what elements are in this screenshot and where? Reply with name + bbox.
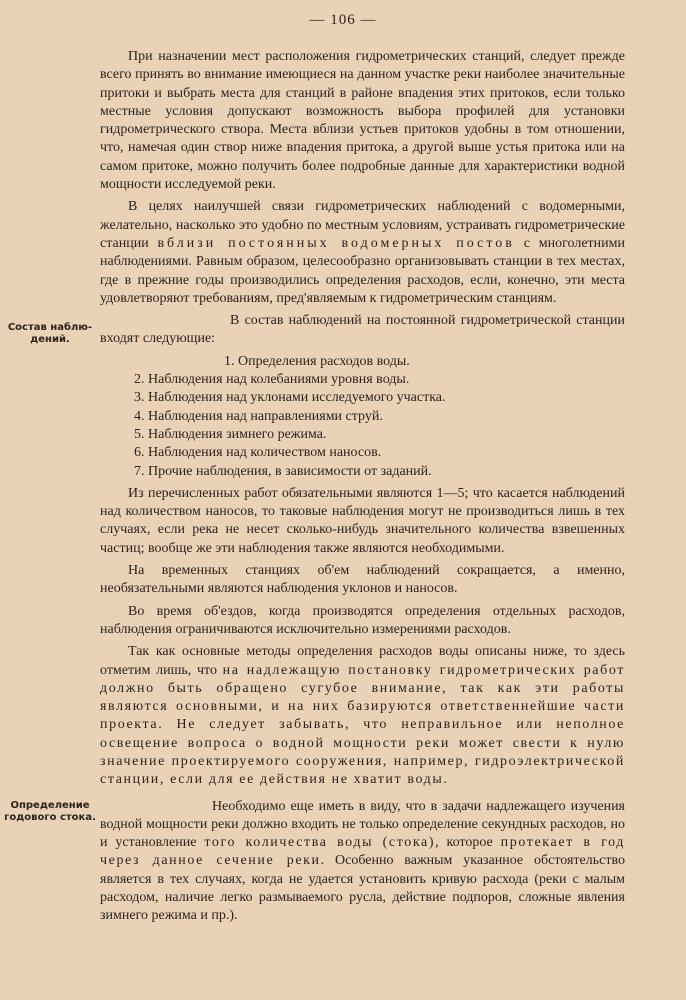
side-heading-observations	[0, 322, 100, 346]
side-heading-line: дений.	[30, 334, 70, 346]
list-item: 3. Наблюдения над уклонами исследуемого участка.	[134, 390, 446, 406]
list-item: 7. Прочие наблюдения, в зависимости от заданий.	[134, 463, 432, 479]
paragraph-importance	[100, 643, 625, 789]
page-number: — 106 —	[309, 12, 377, 28]
emphasized-text: того количества воды (стока)	[204, 835, 436, 851]
text-run: Необходимо еще иметь в виду, что в задачи надлежащего изучения водной мощности реки должно входить не только определение секундных расходов, но и установление	[100, 798, 625, 851]
side-heading-line: годового стока.	[4, 811, 96, 823]
body-text	[4, 48, 626, 930]
list-item: 6. Наблюдения над количеством наносов.	[134, 445, 382, 461]
text-run: В целях наилучшей связи гидрометрических наблюдений с водомерными, желательно, насколько это удобно по местным условиям, устраивать гидрометрические станции	[100, 199, 625, 251]
emphasized-text: протекает в год через данное сечение реки	[100, 835, 625, 869]
list-item: 4. Наблюдения над направлениями струй.	[134, 408, 383, 424]
paragraph-observations-intro: В состав наблюдений на постоянной гидрометрической станции входят следующие:	[100, 313, 625, 347]
text-run: Так как основные методы определения расходов воды описаны ниже, то здесь отметим лишь, что	[100, 644, 625, 678]
paragraph-annual-flow	[100, 798, 625, 926]
observations-list	[100, 353, 625, 481]
text-run: , которое	[435, 835, 501, 851]
list-item: 5. Наблюдения зимнего режима.	[134, 426, 327, 442]
side-heading-line: Определение	[10, 799, 90, 811]
section-observations	[7, 312, 625, 481]
paragraph-station-connection	[100, 198, 625, 308]
side-heading-line: Состав наблю-	[7, 322, 93, 334]
paragraph-tours: Во время об'ездов, когда производятся определения отдельных расходов, наблюдения ограничиваются исключительно измерениями расходов.	[100, 603, 625, 637]
paragraph-temporary-stations: На временных станциях об'ем наблюдений сокращается, а именно, необязательными являются наблюдения уклонов и наносов.	[100, 563, 625, 597]
list-item: 1. Определения расходов воды.	[224, 353, 410, 369]
section-annual-flow	[4, 798, 625, 926]
emphasized-text: на надлежащую постановку гидрометрических работ должно быть обращено сугубое внимание, так как эти работы являются основными, и на них базируются ответственнейшие части проекта. Не следует забывать, что неправильное или неполное освещение вопроса о водной мощности реки может свести к нулю значение проектируемого сооружения, например, гидроэлектрической станции, если для ее действия не хватит воды.	[100, 662, 625, 788]
paragraph-station-placement: При назначении мест расположения гидрометрических станций, следует прежде всего принять во внимание имеющиеся на данном участке реки наиболее значительные притоки и выбрать места для станций в районе впадения этих притоков, если только местные условия допускают возможность выбора профилей для установки гидрометрического створа. Места вблизи устьев притоков удобны в том отношении, что, намечая один створ ниже впадения притока, а другой выше устья притока или на самом притоке, можно получить более подробные данные для характеристики водной мощности исследуемой реки.	[100, 49, 625, 193]
text-run: . Особенно важным указанное обстоятельство является в тех случаях, когда не удается установить кривую расхода (реки с малым расходом, наличие легко размываемого русла, действие подпоров, сложные явления зимнего режима и пр.).	[100, 853, 625, 924]
emphasized-text: вблизи постоянных водомерных постов	[157, 235, 515, 251]
side-heading-annual-flow	[0, 800, 100, 824]
text-run: с многолетними наблюдениями. Равным образом, целесообразно организовывать станции в тех местах, где в прежние годы производились определения расходов, если, конечно, эти места удовлетворяют требованиям, пред'являемым к гидрометрическим станциям.	[100, 235, 626, 306]
list-item: 2. Наблюдения над колебаниями уровня воды.	[134, 372, 410, 388]
paragraph-mandatory-works: Из перечисленных работ обязательными являются 1—5; что касается наблюдений над количеством наносов, то таковые наблюдения могут не производиться лишь в тех случаях, если река не несет сколько-нибудь значительного количества взвешенных частиц; вообще же эти наблюдения также являются необходимыми.	[100, 485, 625, 556]
